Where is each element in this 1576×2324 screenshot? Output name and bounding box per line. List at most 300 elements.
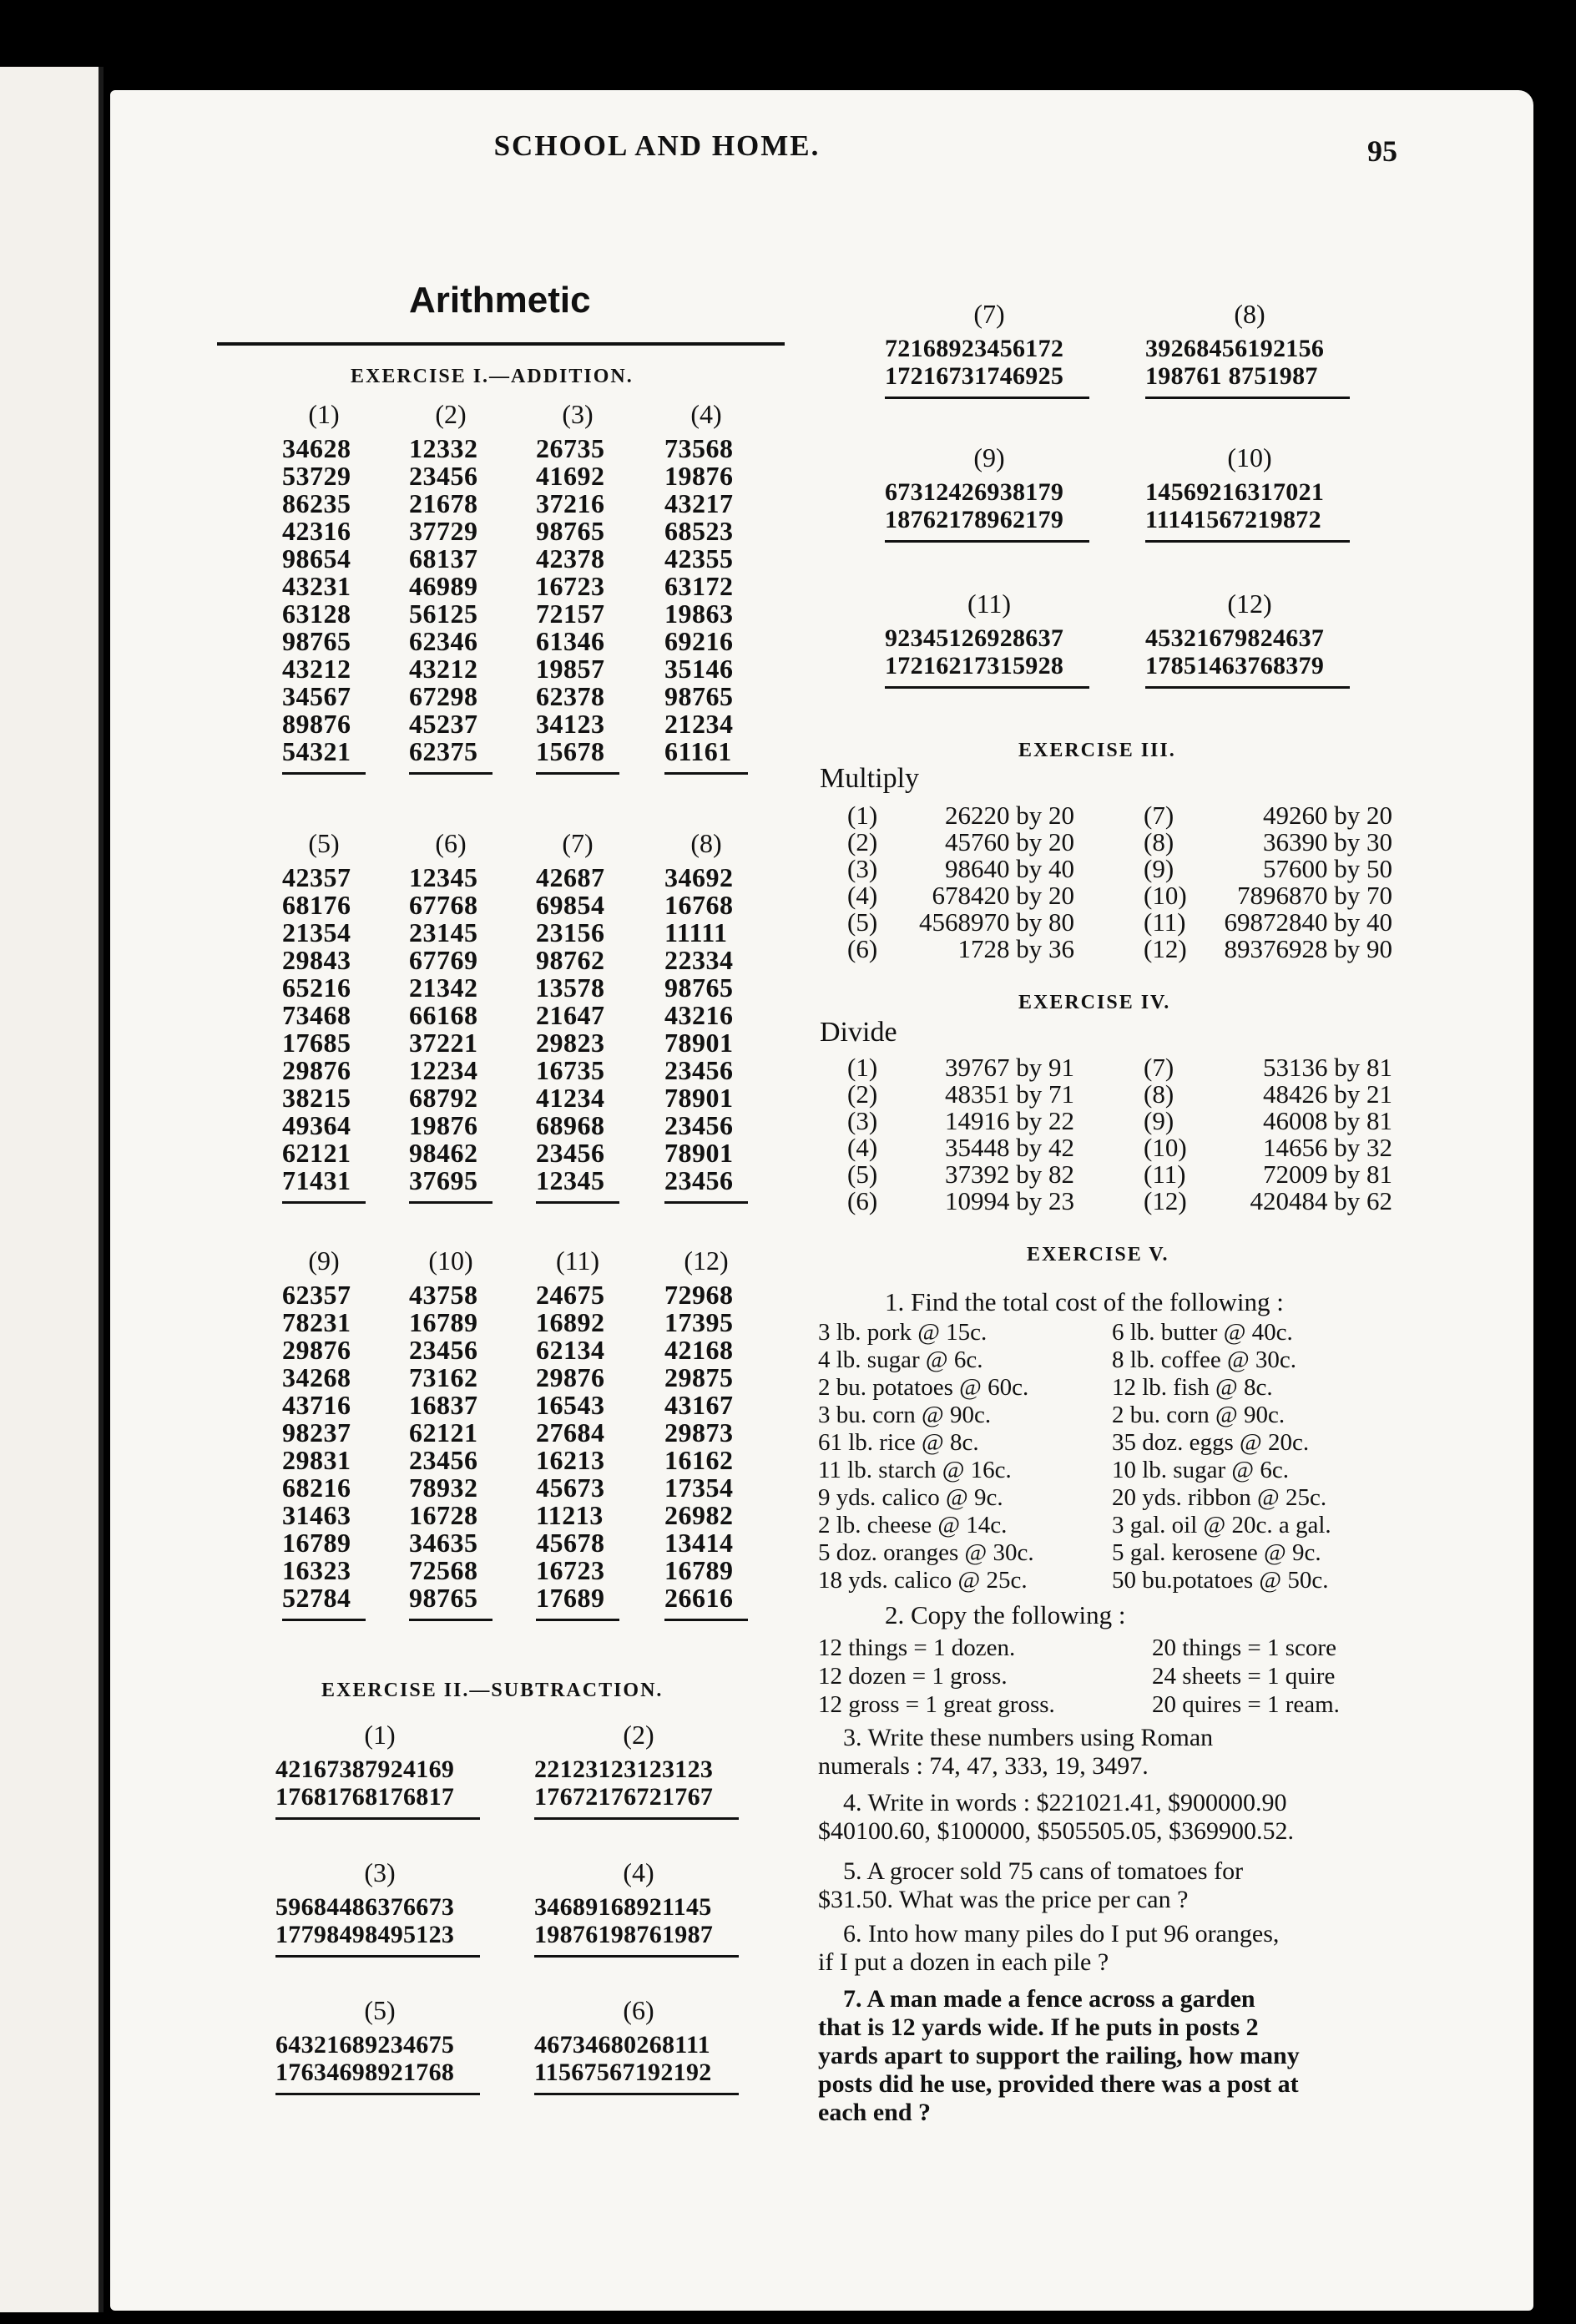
addend: 16789 xyxy=(282,1528,351,1558)
price-item: 18 yds. calico @ 25c. xyxy=(818,1567,1028,1594)
problem-number: (5) xyxy=(308,828,340,858)
item-expression: 14916 by 22 xyxy=(945,1106,1074,1135)
addend: 78901 xyxy=(664,1138,734,1168)
addend: 45237 xyxy=(409,709,478,739)
sum-rule xyxy=(409,772,492,775)
item-expression: 1728 by 36 xyxy=(957,934,1074,963)
addend: 34123 xyxy=(536,709,605,739)
item-number: (6) xyxy=(847,934,878,963)
problem-number: (10) xyxy=(428,1245,473,1276)
addition-problem xyxy=(409,399,501,775)
addend: 29875 xyxy=(664,1362,734,1392)
difference-rule xyxy=(1145,397,1350,399)
item-expression: 39767 by 91 xyxy=(945,1053,1074,1082)
addend: 89876 xyxy=(282,709,351,739)
addend: 53729 xyxy=(282,461,351,491)
addend: 68523 xyxy=(664,516,734,546)
addend: 22334 xyxy=(664,945,734,975)
item-number: (9) xyxy=(1144,854,1174,883)
problem-number: (2) xyxy=(435,399,467,429)
item-expression: 35448 by 42 xyxy=(945,1133,1074,1162)
subtraction-problem xyxy=(275,1995,484,2095)
subtraction-problem xyxy=(534,1720,743,1820)
addend: 11111 xyxy=(664,917,728,947)
exercise-5-heading: EXERCISE V. xyxy=(1027,1244,1169,1266)
item-number: (3) xyxy=(847,1106,878,1135)
difference-rule xyxy=(534,1817,739,1820)
addend: 67769 xyxy=(409,945,478,975)
item-expression: 72009 by 81 xyxy=(1263,1159,1392,1189)
problem-number: (2) xyxy=(623,1720,654,1750)
question-4-line: 4. Write in words : $221021.41, $900000.90 xyxy=(843,1789,1287,1816)
exercise-2-heading: EXERCISE II.—SUBTRACTION. xyxy=(321,1680,664,1701)
addend: 21354 xyxy=(282,917,351,947)
minuend: 39268456192156 xyxy=(1145,335,1325,362)
addition-problem xyxy=(282,828,374,1204)
price-item: 61 lb. rice @ 8c. xyxy=(818,1429,979,1456)
addend: 29823 xyxy=(536,1028,605,1058)
subtrahend: 11141567219872 xyxy=(1145,506,1321,533)
price-item: 12 lb. fish @ 8c. xyxy=(1112,1374,1273,1401)
addend: 45678 xyxy=(536,1528,605,1558)
addend: 43212 xyxy=(282,654,351,684)
addend: 42378 xyxy=(536,543,605,573)
minuend: 92345126928637 xyxy=(885,624,1064,652)
subtrahend: 17851463768379 xyxy=(1145,652,1325,680)
addend: 98765 xyxy=(536,516,605,546)
subtrahend: 17681768176817 xyxy=(275,1783,455,1811)
addend: 62375 xyxy=(409,736,478,766)
difference-rule xyxy=(534,2093,739,2095)
addend: 27684 xyxy=(536,1417,605,1447)
item-number: (10) xyxy=(1144,881,1187,910)
addend: 45673 xyxy=(536,1473,605,1503)
addend: 37221 xyxy=(409,1028,478,1058)
addition-problem xyxy=(282,1245,374,1621)
addend: 68792 xyxy=(409,1083,478,1113)
price-item: 5 doz. oranges @ 30c. xyxy=(818,1539,1034,1566)
addend: 68176 xyxy=(282,890,351,920)
price-item: 2 lb. cheese @ 14c. xyxy=(818,1512,1008,1538)
item-expression: 26220 by 20 xyxy=(945,801,1074,830)
item-expression: 57600 by 50 xyxy=(1263,854,1392,883)
item-number: (7) xyxy=(1144,1053,1174,1082)
addition-problem xyxy=(664,828,756,1204)
addend: 42316 xyxy=(282,516,351,546)
item-number: (9) xyxy=(1144,1106,1174,1135)
divide-label: Divide xyxy=(820,1017,897,1048)
addend: 26616 xyxy=(664,1583,734,1613)
addend: 17689 xyxy=(536,1583,605,1613)
addend: 23456 xyxy=(664,1110,734,1140)
subtrahend: 11567567192192 xyxy=(534,2059,712,2086)
question-6-line: if I put a dozen in each pile ? xyxy=(818,1948,1109,1976)
item-expression: 36390 by 30 xyxy=(1263,827,1392,856)
addend: 23456 xyxy=(409,461,478,491)
item-expression: 420484 by 62 xyxy=(1250,1186,1392,1215)
minuend: 46734680268111 xyxy=(534,2031,710,2059)
addend: 62121 xyxy=(282,1138,351,1168)
problem-number: (4) xyxy=(690,399,722,429)
minuend: 34689168921145 xyxy=(534,1893,712,1921)
addend: 67768 xyxy=(409,890,478,920)
addend: 62121 xyxy=(409,1417,478,1447)
addend: 29831 xyxy=(282,1445,351,1475)
price-item: 3 lb. pork @ 15c. xyxy=(818,1319,988,1346)
price-item: 2 bu. potatoes @ 60c. xyxy=(818,1374,1029,1401)
sum-rule xyxy=(536,772,619,775)
addend: 15678 xyxy=(536,736,605,766)
problem-number: (9) xyxy=(308,1245,340,1276)
difference-rule xyxy=(275,2093,480,2095)
addend: 11213 xyxy=(536,1500,604,1530)
price-item: 20 yds. ribbon @ 25c. xyxy=(1112,1484,1327,1511)
subtraction-problem xyxy=(885,442,1094,543)
addend: 78932 xyxy=(409,1473,478,1503)
sum-rule xyxy=(282,1201,366,1204)
addend: 34628 xyxy=(282,433,351,463)
price-item: 2 bu. corn @ 90c. xyxy=(1112,1402,1286,1428)
addend: 98765 xyxy=(664,681,734,711)
price-item: 5 gal. kerosene @ 9c. xyxy=(1112,1539,1321,1566)
addend: 98762 xyxy=(536,945,605,975)
item-number: (7) xyxy=(1144,801,1174,830)
addend: 29876 xyxy=(282,1335,351,1365)
addend: 37729 xyxy=(409,516,478,546)
addend: 46989 xyxy=(409,571,478,601)
item-number: (5) xyxy=(847,1159,878,1189)
addend: 42687 xyxy=(536,862,605,892)
question-3-line: numerals : 74, 47, 333, 19, 3497. xyxy=(818,1752,1149,1780)
problem-number: (7) xyxy=(562,828,594,858)
sum-rule xyxy=(664,1619,748,1621)
subtrahend: 17672176721767 xyxy=(534,1783,714,1811)
subtraction-problem xyxy=(275,1720,484,1820)
subtraction-problem xyxy=(885,299,1094,399)
running-header: SCHOOL AND HOME. xyxy=(493,129,821,162)
addend: 26735 xyxy=(536,433,605,463)
addend: 12345 xyxy=(409,862,478,892)
problem-number: (6) xyxy=(623,1995,654,2025)
price-item: 4 lb. sugar @ 6c. xyxy=(818,1346,983,1373)
item-expression: 53136 by 81 xyxy=(1263,1053,1392,1082)
addend: 23456 xyxy=(409,1445,478,1475)
copy-line: 12 things = 1 dozen. xyxy=(818,1634,1016,1661)
addend: 21234 xyxy=(664,709,734,739)
addend: 16735 xyxy=(536,1055,605,1085)
addend: 34268 xyxy=(282,1362,351,1392)
item-number: (11) xyxy=(1144,1159,1186,1189)
problem-number: (8) xyxy=(690,828,722,858)
item-number: (5) xyxy=(847,907,878,937)
item-expression: 98640 by 40 xyxy=(945,854,1074,883)
addend: 29876 xyxy=(536,1362,605,1392)
problem-number: (5) xyxy=(364,1995,396,2025)
sum-rule xyxy=(536,1619,619,1621)
addend: 78901 xyxy=(664,1083,734,1113)
addend: 34567 xyxy=(282,681,351,711)
item-number: (3) xyxy=(847,854,878,883)
price-item: 3 bu. corn @ 90c. xyxy=(818,1402,992,1428)
addend: 21647 xyxy=(536,1000,605,1030)
addition-problem xyxy=(536,399,628,775)
addend: 26982 xyxy=(664,1500,734,1530)
addend: 16728 xyxy=(409,1500,478,1530)
addend: 41692 xyxy=(536,461,605,491)
exercise-1-heading: EXERCISE I.—ADDITION. xyxy=(351,366,634,387)
problem-number: (12) xyxy=(684,1245,729,1276)
page-number: 95 xyxy=(1367,134,1397,168)
subtrahend: 17216731746925 xyxy=(885,362,1064,390)
addend: 16723 xyxy=(536,571,605,601)
price-item: 50 bu.potatoes @ 50c. xyxy=(1112,1567,1329,1594)
problem-number: (3) xyxy=(562,399,594,429)
addend: 31463 xyxy=(282,1500,351,1530)
item-expression: 4568970 by 80 xyxy=(919,907,1074,937)
addend: 29873 xyxy=(664,1417,734,1447)
question-6-line: 6. Into how many piles do I put 96 oranges, xyxy=(843,1920,1280,1948)
addend: 16892 xyxy=(536,1307,605,1337)
question-3-line: 3. Write these numbers using Roman xyxy=(843,1724,1214,1751)
addend: 98462 xyxy=(409,1138,478,1168)
subtraction-problem xyxy=(1145,299,1354,399)
addend: 54321 xyxy=(282,736,351,766)
addend: 16789 xyxy=(664,1555,734,1585)
item-expression: 89376928 by 90 xyxy=(1224,934,1392,963)
difference-rule xyxy=(885,397,1089,399)
item-number: (12) xyxy=(1144,934,1187,963)
item-expression: 7896870 by 70 xyxy=(1237,881,1392,910)
addend: 16213 xyxy=(536,1445,605,1475)
addend: 42355 xyxy=(664,543,734,573)
difference-rule xyxy=(885,686,1089,689)
problem-number: (10) xyxy=(1227,442,1272,472)
addend: 23456 xyxy=(664,1055,734,1085)
addend: 67298 xyxy=(409,681,478,711)
section-title: Arithmetic xyxy=(409,280,591,321)
addend: 17685 xyxy=(282,1028,351,1058)
question-5-line: $31.50. What was the price per can ? xyxy=(818,1886,1189,1913)
addend: 61346 xyxy=(536,626,605,656)
subtraction-problem xyxy=(534,1857,743,1958)
copy-line: 12 dozen = 1 gross. xyxy=(818,1663,1008,1690)
title-rule xyxy=(217,342,785,346)
difference-rule xyxy=(275,1955,480,1958)
question-1: 1. Find the total cost of the following : xyxy=(885,1287,1284,1316)
addend: 78901 xyxy=(664,1028,734,1058)
addend: 16543 xyxy=(536,1390,605,1420)
minuend: 59684486376673 xyxy=(275,1893,455,1921)
minuend: 45321679824637 xyxy=(1145,624,1325,652)
addend: 73162 xyxy=(409,1362,478,1392)
addition-problem xyxy=(664,399,756,775)
addend: 98237 xyxy=(282,1417,351,1447)
price-item: 35 doz. eggs @ 20c. xyxy=(1112,1429,1310,1456)
item-expression: 14656 by 32 xyxy=(1263,1133,1392,1162)
copy-line: 20 things = 1 score xyxy=(1152,1634,1336,1661)
item-expression: 37392 by 82 xyxy=(945,1159,1074,1189)
addend: 12234 xyxy=(409,1055,478,1085)
item-number: (1) xyxy=(847,801,878,830)
addition-problem xyxy=(536,828,628,1204)
item-number: (11) xyxy=(1144,907,1186,937)
subtrahend: 19876198761987 xyxy=(534,1921,714,1948)
addend: 68968 xyxy=(536,1110,605,1140)
addend: 73468 xyxy=(282,1000,351,1030)
price-item: 10 lb. sugar @ 6c. xyxy=(1112,1457,1289,1483)
addend: 86235 xyxy=(282,488,351,518)
question-2: 2. Copy the following : xyxy=(885,1600,1126,1629)
addend: 43716 xyxy=(282,1390,351,1420)
addend: 12345 xyxy=(536,1165,605,1195)
sum-rule xyxy=(664,1201,748,1204)
addend: 68216 xyxy=(282,1473,351,1503)
item-expression: 49260 by 20 xyxy=(1263,801,1392,830)
addend: 62357 xyxy=(282,1280,351,1310)
problem-number: (7) xyxy=(973,299,1005,329)
addend: 73568 xyxy=(664,433,734,463)
item-expression: 45760 by 20 xyxy=(945,827,1074,856)
addend: 17354 xyxy=(664,1473,734,1503)
question-7-line: that is 12 yards wide. If he puts in posts 2 xyxy=(818,2013,1259,2041)
addend: 63172 xyxy=(664,571,734,601)
addend: 24675 xyxy=(536,1280,605,1310)
question-7-line: posts did he use, provided there was a post at xyxy=(818,2070,1299,2098)
addend: 49364 xyxy=(282,1110,351,1140)
minuend: 72168923456172 xyxy=(885,335,1064,362)
difference-rule xyxy=(1145,540,1350,543)
addend: 29843 xyxy=(282,945,351,975)
problem-number: (1) xyxy=(364,1720,396,1750)
difference-rule xyxy=(275,1817,480,1820)
addend: 42357 xyxy=(282,862,351,892)
sum-rule xyxy=(664,772,748,775)
item-expression: 69872840 by 40 xyxy=(1224,907,1392,937)
subtraction-problem xyxy=(275,1857,484,1958)
addend: 43167 xyxy=(664,1390,734,1420)
addend: 34692 xyxy=(664,862,734,892)
problem-number: (11) xyxy=(967,589,1012,619)
addend: 52784 xyxy=(282,1583,351,1613)
addend: 23456 xyxy=(409,1335,478,1365)
addend: 98765 xyxy=(664,973,734,1003)
difference-rule xyxy=(885,540,1089,543)
question-7-line: each end ? xyxy=(818,2099,931,2126)
problem-number: (3) xyxy=(364,1857,396,1887)
item-number: (1) xyxy=(847,1053,878,1082)
copy-line: 12 gross = 1 great gross. xyxy=(818,1691,1055,1718)
difference-rule xyxy=(1145,686,1350,689)
question-7-line: yards apart to support the railing, how many xyxy=(818,2042,1300,2069)
exercise-4-heading: EXERCISE IV. xyxy=(1018,992,1171,1013)
subtrahend: 198761 8751987 xyxy=(1145,362,1318,390)
item-number: (4) xyxy=(847,881,878,910)
problem-number: (12) xyxy=(1227,589,1272,619)
addend: 29876 xyxy=(282,1055,351,1085)
problem-number: (8) xyxy=(1234,299,1265,329)
addition-problem xyxy=(664,1245,756,1621)
addend: 78231 xyxy=(282,1307,351,1337)
addend: 13414 xyxy=(664,1528,734,1558)
addend: 16162 xyxy=(664,1445,734,1475)
addend: 17395 xyxy=(664,1307,734,1337)
addend: 43216 xyxy=(664,1000,734,1030)
addend: 38215 xyxy=(282,1083,351,1113)
addend: 56125 xyxy=(409,599,478,629)
addend: 13578 xyxy=(536,973,605,1003)
addend: 34635 xyxy=(409,1528,478,1558)
addend: 62134 xyxy=(536,1335,605,1365)
addition-problem xyxy=(409,1245,501,1621)
addend: 72968 xyxy=(664,1280,734,1310)
minuend: 64321689234675 xyxy=(275,2031,455,2059)
problem-number: (1) xyxy=(308,399,340,429)
addend: 37695 xyxy=(409,1165,478,1195)
minuend: 22123123123123 xyxy=(534,1756,714,1783)
addend: 61161 xyxy=(664,736,732,766)
addend: 43758 xyxy=(409,1280,478,1310)
addend: 72568 xyxy=(409,1555,478,1585)
sum-rule xyxy=(282,1619,366,1621)
facing-page-edge xyxy=(0,67,104,2312)
item-number: (6) xyxy=(847,1186,878,1215)
addend: 16723 xyxy=(536,1555,605,1585)
sum-rule xyxy=(536,1201,619,1204)
addend: 12332 xyxy=(409,433,478,463)
minuend: 14569216317021 xyxy=(1145,478,1325,506)
item-expression: 10994 by 23 xyxy=(945,1186,1074,1215)
item-expression: 46008 by 81 xyxy=(1263,1106,1392,1135)
item-number: (10) xyxy=(1144,1133,1187,1162)
problem-number: (11) xyxy=(555,1245,600,1276)
addend: 98765 xyxy=(282,626,351,656)
subtrahend: 17798498495123 xyxy=(275,1921,455,1948)
subtraction-problem xyxy=(1145,442,1354,543)
price-item: 6 lb. butter @ 40c. xyxy=(1112,1319,1293,1346)
addition-problem xyxy=(409,828,501,1204)
sum-rule xyxy=(409,1619,492,1621)
addend: 16789 xyxy=(409,1307,478,1337)
addend: 66168 xyxy=(409,1000,478,1030)
addend: 41234 xyxy=(536,1083,605,1113)
addend: 68137 xyxy=(409,543,478,573)
addend: 62346 xyxy=(409,626,478,656)
price-item: 3 gal. oil @ 20c. a gal. xyxy=(1112,1512,1331,1538)
item-expression: 48426 by 21 xyxy=(1263,1079,1392,1109)
subtraction-problem xyxy=(1145,589,1354,689)
addend: 43231 xyxy=(282,571,351,601)
addend: 71431 xyxy=(282,1165,351,1195)
addend: 16768 xyxy=(664,890,734,920)
problem-number: (4) xyxy=(623,1857,654,1887)
addend: 23456 xyxy=(536,1138,605,1168)
subtrahend: 17216217315928 xyxy=(885,652,1064,680)
item-number: (2) xyxy=(847,1079,878,1109)
addend: 62378 xyxy=(536,681,605,711)
sum-rule xyxy=(409,1201,492,1204)
addend: 69854 xyxy=(536,890,605,920)
problem-number: (9) xyxy=(973,442,1005,472)
addend: 23456 xyxy=(664,1165,734,1195)
minuend: 42167387924169 xyxy=(275,1756,455,1783)
addend: 72157 xyxy=(536,599,605,629)
addend: 98765 xyxy=(409,1583,478,1613)
addition-problem xyxy=(282,399,374,775)
item-expression: 678420 by 20 xyxy=(932,881,1074,910)
minuend: 67312426938179 xyxy=(885,478,1064,506)
copy-line: 24 sheets = 1 quire xyxy=(1152,1663,1336,1690)
question-7-line: 7. A man made a fence across a garden xyxy=(843,1985,1255,2013)
